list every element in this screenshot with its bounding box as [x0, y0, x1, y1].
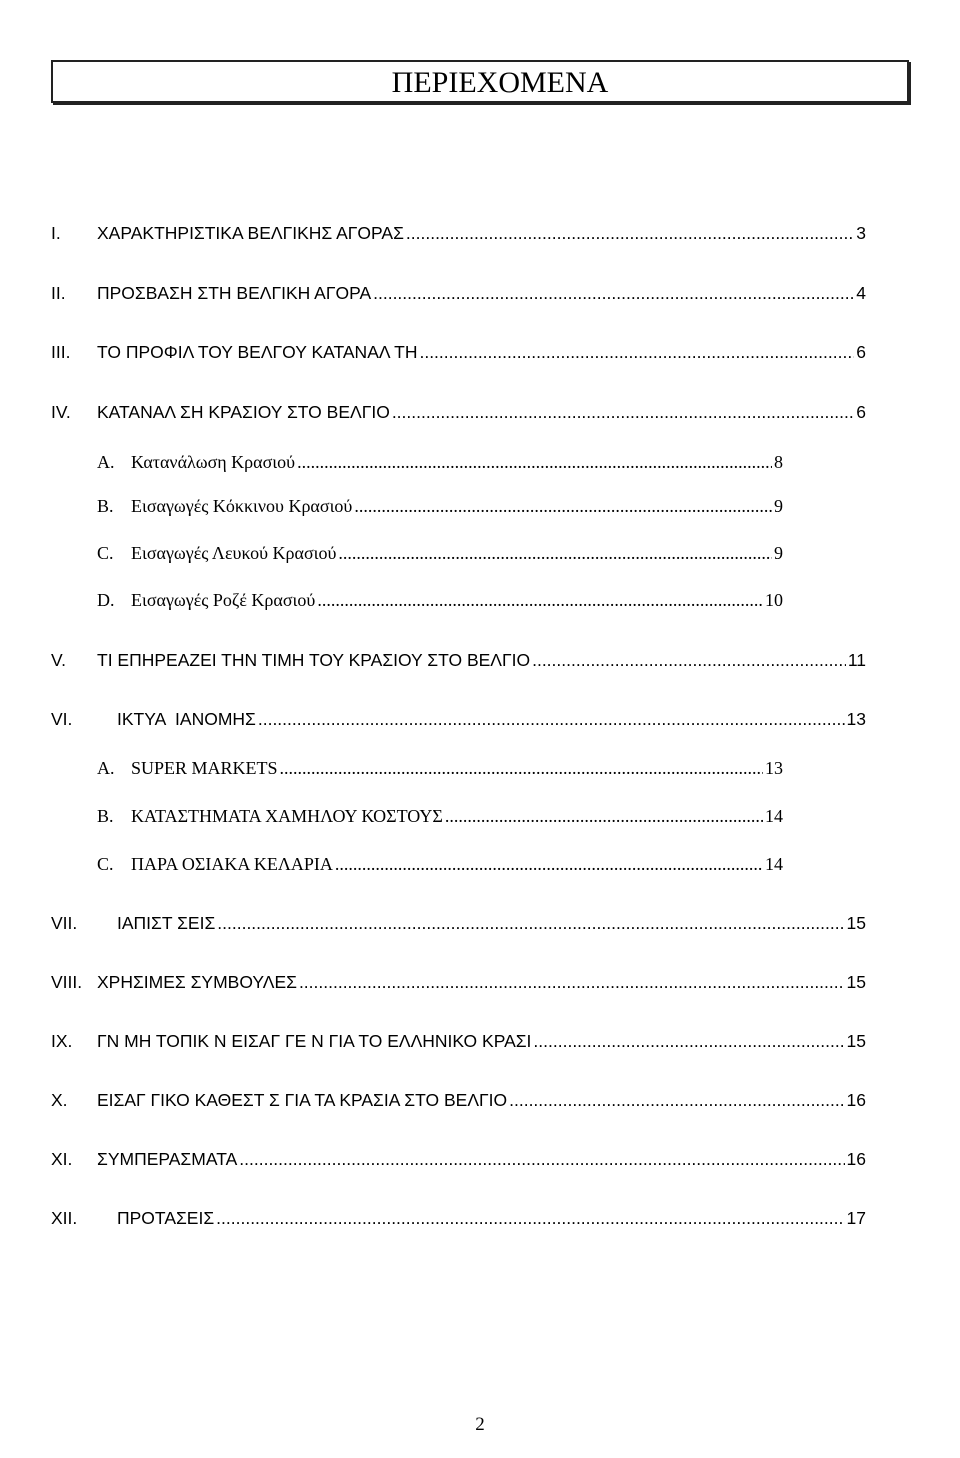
toc-entry-page: 4	[856, 283, 866, 303]
toc-entry-number: B.	[97, 806, 114, 826]
toc-entry-number: D.	[97, 590, 115, 610]
toc-entry-page: 15	[846, 913, 866, 933]
toc-entry-title: Εισαγωγές Κόκκινου Κρασιού	[131, 496, 353, 516]
toc-entry-number: I.	[51, 223, 61, 243]
toc-entry-title: ΚΑΤΑΝΑΛ ΣΗ ΚΡΑΣΙΟΥ ΣΤΟ ΒΕΛΓΙΟ	[97, 402, 390, 422]
toc-entry[interactable]	[51, 342, 866, 366]
toc-dot-leader	[299, 972, 845, 993]
toc-dot-leader	[509, 1090, 844, 1111]
toc-entry-page: 11	[847, 650, 866, 670]
toc-entry[interactable]	[97, 452, 783, 476]
toc-dot-leader	[297, 452, 772, 473]
toc-entry[interactable]	[97, 758, 783, 782]
toc-entry-number: A.	[97, 452, 115, 472]
toc-entry[interactable]	[51, 650, 866, 674]
toc-entry-title: Εισαγωγές Ροζέ Κρασιού	[131, 590, 316, 610]
toc-entry-number: VI.	[51, 709, 73, 729]
toc-entry[interactable]	[51, 1090, 866, 1114]
toc-entry-number: VIII.	[51, 972, 83, 992]
toc-entry-title: Εισαγωγές Λευκού Κρασιού	[131, 543, 337, 563]
page-number: 2	[475, 1414, 485, 1435]
toc-entry-page: 9	[774, 543, 783, 563]
toc-entry[interactable]	[97, 496, 783, 520]
toc-dot-leader	[406, 223, 854, 244]
toc-entry-number: II.	[51, 283, 66, 303]
toc-entry[interactable]	[51, 1208, 866, 1232]
toc-entry-page: 8	[774, 452, 783, 472]
toc-entry-number: III.	[51, 342, 71, 362]
toc-entry-page: 6	[856, 342, 866, 362]
toc-entry-number: VII.	[51, 913, 78, 933]
toc-entry-number: C.	[97, 543, 114, 563]
toc-entry-page: 14	[765, 854, 783, 874]
toc-dot-leader	[419, 342, 854, 363]
toc-entry[interactable]	[51, 913, 866, 937]
toc-entry-number: IV.	[51, 402, 71, 422]
toc-entry-title: ΧΑΡΑΚΤΗΡΙΣΤΙΚΑ ΒΕΛΓΙΚΗΣ ΑΓΟΡΑΣ	[97, 223, 404, 243]
toc-entry[interactable]	[51, 972, 866, 996]
toc-dot-leader	[445, 806, 763, 827]
toc-entry-title: ΤΟ ΠΡΟΦΙΛ ΤΟΥ ΒΕΛΓΟΥ ΚΑΤΑΝΑΛ ΤΗ	[97, 342, 418, 362]
toc-entry-page: 3	[856, 223, 866, 243]
toc-dot-leader	[335, 854, 763, 875]
toc-entry-title: ΙΑΠΙΣΤ ΣΕΙΣ	[117, 913, 216, 933]
toc-entry-number: XII.	[51, 1208, 78, 1228]
toc-dot-leader	[216, 1208, 844, 1229]
toc-entry-page: 13	[765, 758, 783, 778]
toc-entry-title: ΠΡΟΤΑΣΕΙΣ	[117, 1208, 215, 1228]
toc-entry-title: ΧΡΗΣΙΜΕΣ ΣΥΜΒΟΥΛΕΣ	[97, 972, 297, 992]
toc-entry-page: 16	[846, 1149, 866, 1169]
toc-entry-page: 13	[846, 709, 866, 729]
toc-dot-leader	[217, 913, 844, 934]
toc-entry[interactable]	[97, 543, 783, 567]
toc-entry-page: 9	[774, 496, 783, 516]
toc-entry-title: SUPER MARKETS	[131, 758, 278, 778]
toc-dot-leader	[373, 283, 854, 304]
toc-entry[interactable]	[51, 709, 866, 733]
toc-entry-page: 6	[856, 402, 866, 422]
toc-entry-title: ΙΚΤΥΑ ΙΑΝΟΜΗΣ	[117, 709, 256, 729]
toc-entry-page: 16	[846, 1090, 866, 1110]
toc-entry-page: 15	[846, 1031, 866, 1051]
toc-entry-title: Κατανάλωση Κρασιού	[131, 452, 296, 472]
toc-dot-leader	[392, 402, 854, 423]
toc-dot-leader	[533, 1031, 844, 1052]
toc-dot-leader	[280, 758, 763, 779]
toc-dot-leader	[258, 709, 845, 730]
toc-dot-leader	[338, 543, 772, 564]
toc-entry-page: 10	[765, 590, 783, 610]
toc-entry[interactable]	[97, 854, 783, 878]
toc-dot-leader	[532, 650, 846, 671]
toc-dot-leader	[354, 496, 772, 517]
toc-entry-title: ΠΡΟΣΒΑΣΗ ΣΤΗ ΒΕΛΓΙΚΗ ΑΓΟΡΑ	[97, 283, 372, 303]
toc-entry[interactable]	[51, 1149, 866, 1173]
toc-entry-number: B.	[97, 496, 114, 516]
page-title: ΠΕΡΙΕΧΟΜΕΝΑ	[391, 66, 609, 99]
toc-entry[interactable]	[51, 402, 866, 426]
toc-entry-title: ΣΥΜΠΕΡΑΣΜΑΤΑ	[97, 1149, 238, 1169]
toc-entry-title: ΤΙ ΕΠΗΡΕΑΖΕΙ ΤΗΝ ΤΙΜΗ ΤΟΥ ΚΡΑΣΙΟΥ ΣΤΟ ΒΕΛΓΙΟ	[97, 650, 531, 670]
toc-dot-leader	[317, 590, 763, 611]
toc-entry[interactable]	[51, 1031, 866, 1055]
toc-entry-page: 15	[846, 972, 866, 992]
toc-entry-title: ΕΙΣΑΓ ΓΙΚΟ ΚΑΘΕΣΤ Σ ΓΙΑ ΤΑ ΚΡΑΣΙΑ ΣΤΟ ΒΕΛΓΙΟ	[97, 1090, 508, 1110]
toc-entry[interactable]	[51, 223, 866, 247]
toc-entry[interactable]	[97, 590, 783, 614]
toc-entry-number: V.	[51, 650, 66, 670]
toc-entry-number: IX.	[51, 1031, 73, 1051]
toc-entry-title: ΠΑΡΑ ΟΣΙΑΚΑ ΚΕΛΑΡΙΑ	[131, 854, 333, 874]
toc-dot-leader	[239, 1149, 844, 1170]
toc-entry-number: C.	[97, 854, 114, 874]
toc-entry[interactable]	[51, 283, 866, 307]
toc-entry-number: X.	[51, 1090, 68, 1110]
toc-entry-page: 14	[765, 806, 783, 826]
toc-entry-title: ΓΝ ΜΗ ΤΟΠΙΚ Ν ΕΙΣΑΓ ΓΕ Ν ΓΙΑ ΤΟ ΕΛΛΗΝΙΚΟ ΚΡΑΣΙ	[97, 1031, 532, 1051]
toc-entry-page: 17	[846, 1208, 866, 1228]
toc-entry[interactable]	[97, 806, 783, 830]
toc-entry-title: ΚΑΤΑΣΤΗΜΑΤΑ ΧΑΜΗΛΟΥ ΚΟΣΤΟΥΣ	[131, 806, 443, 826]
toc-entry-number: A.	[97, 758, 115, 778]
toc-entry-number: XI.	[51, 1149, 73, 1169]
